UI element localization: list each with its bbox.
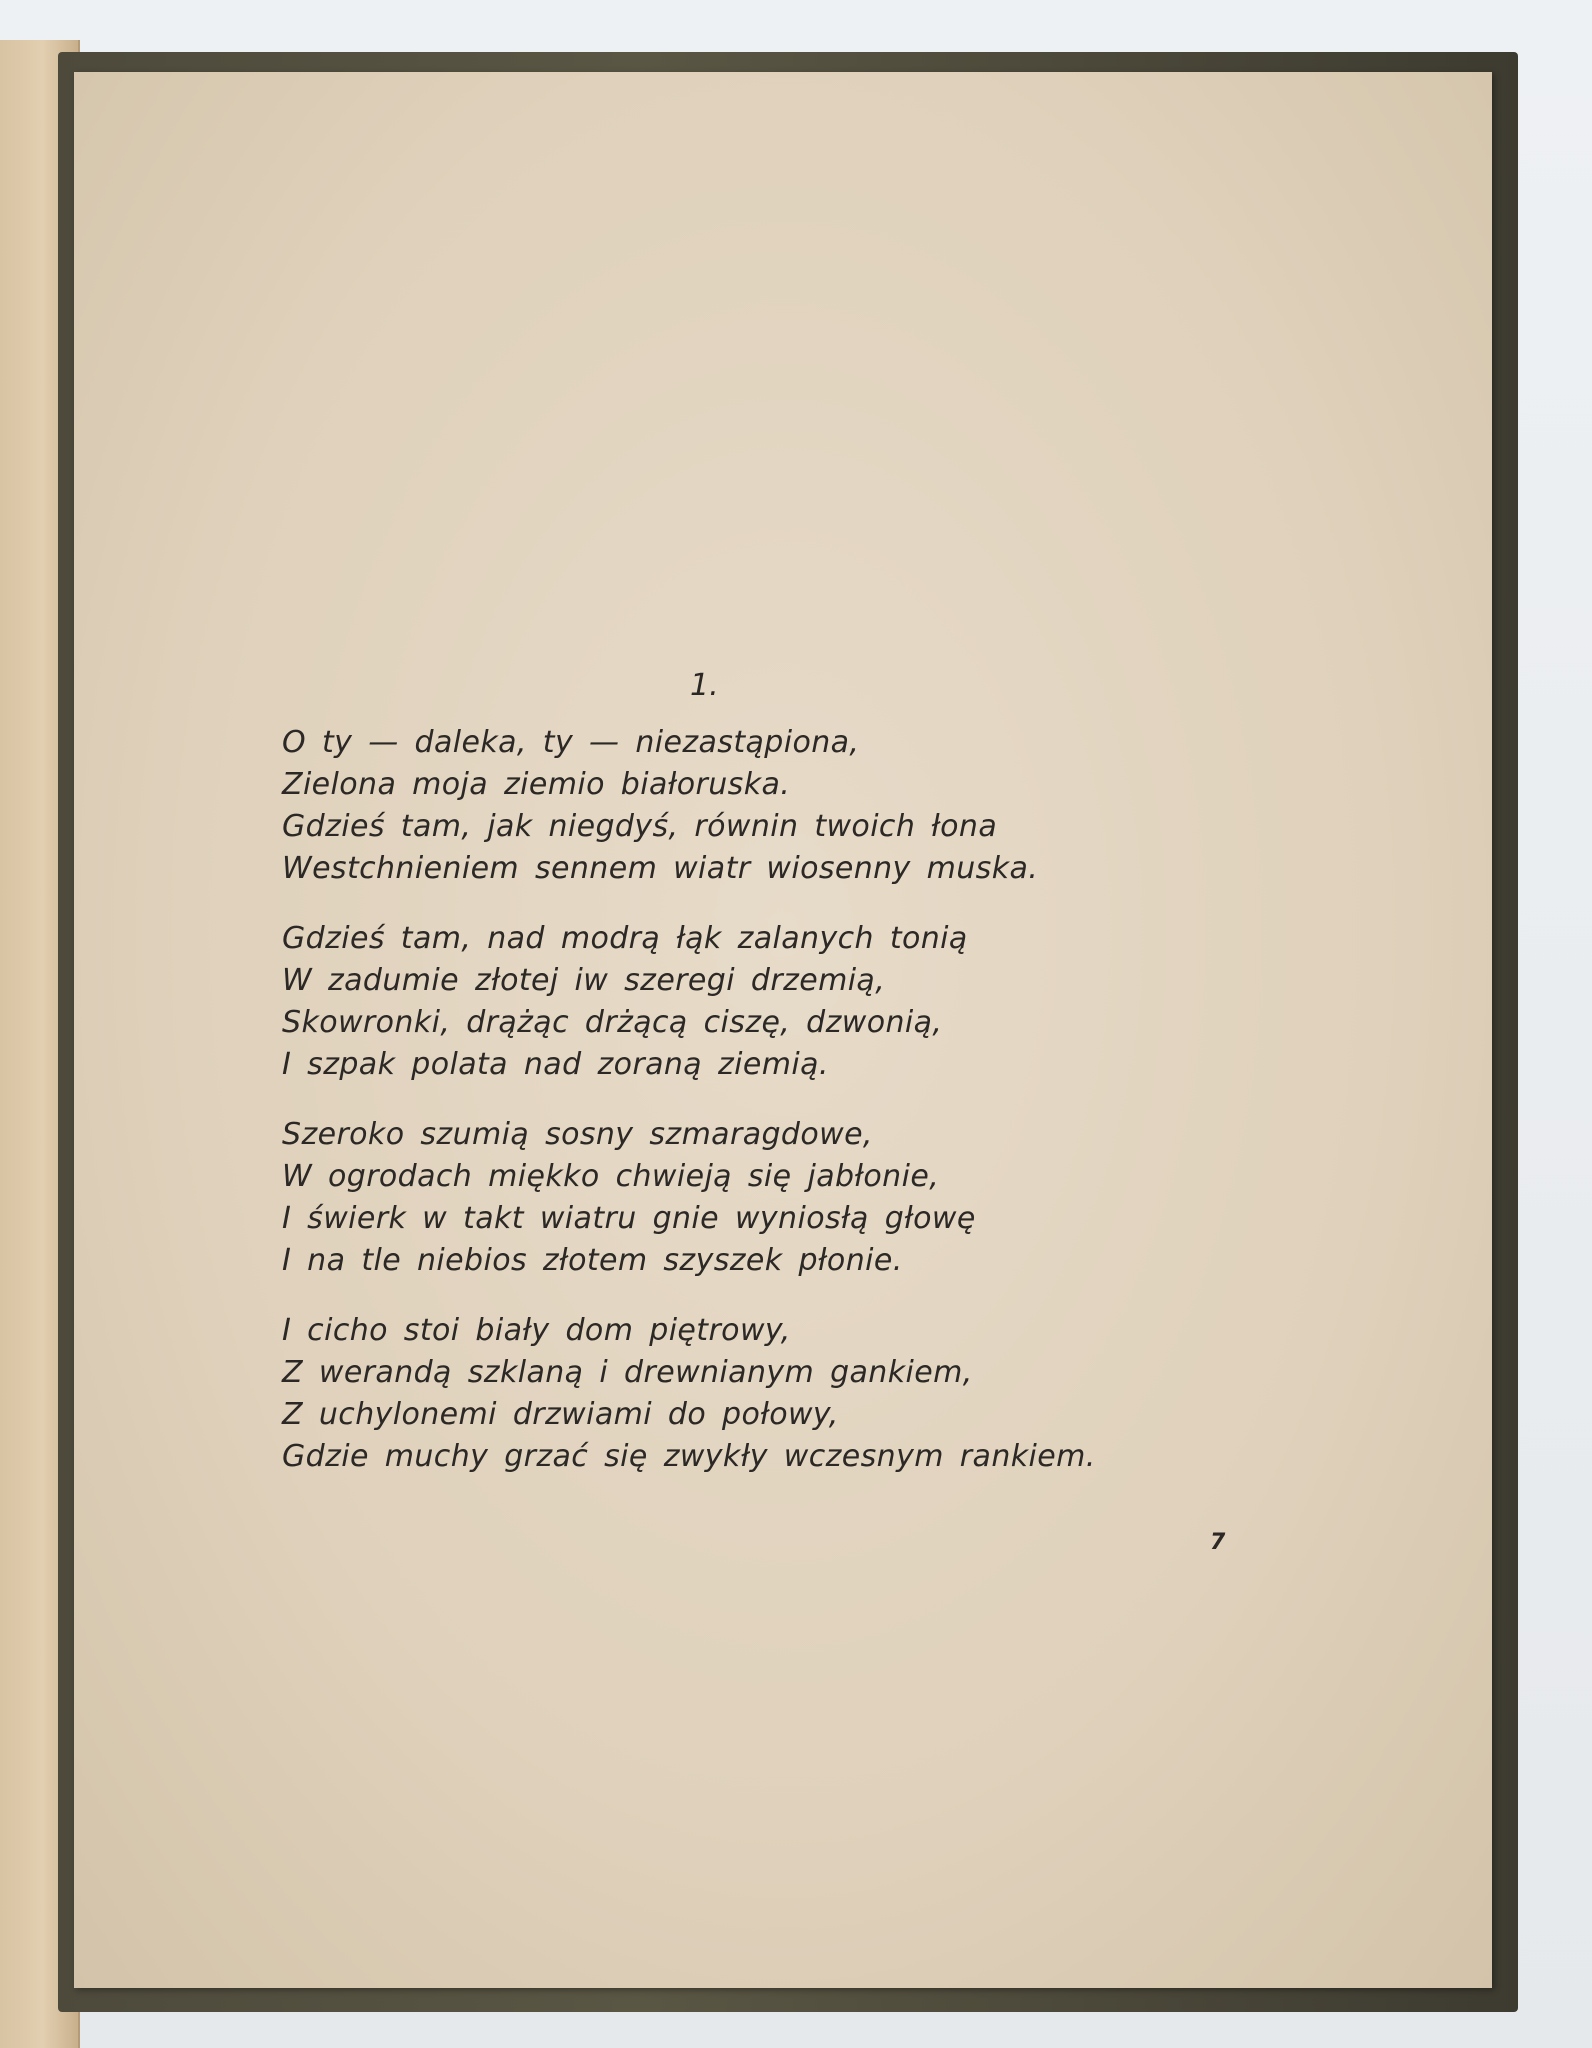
poem-line: I świerk w takt wiatru gnie wyniosłą głowę xyxy=(282,1201,976,1236)
poem-line: I cicho stoi biały dom piętrowy, xyxy=(282,1313,791,1348)
poem-line: Gdzieś tam, nad modrą łąk zalanych tonią xyxy=(282,921,968,956)
poem-line: O ty — daleka, ty — niezastąpiona, xyxy=(282,725,860,760)
stanza-2 xyxy=(282,918,1242,1086)
poem-line: Gdzie muchy grzać się zwykły wczesnym rankiem. xyxy=(282,1439,1096,1474)
poem-line: Z werandą szklaną i drewnianym gankiem, xyxy=(282,1355,973,1390)
poem-line: Z uchylonemi drzwiami do połowy, xyxy=(282,1397,839,1432)
stanza-3 xyxy=(282,1114,1242,1282)
poem-line: I na tle niebios złotem szyszek płonie. xyxy=(282,1243,903,1278)
poem-line: Zielona moja ziemio białoruska. xyxy=(282,767,791,802)
stanza-1 xyxy=(282,722,1242,890)
poem-line: W ogrodach miękko chwieją się jabłonie, xyxy=(282,1159,940,1194)
poem-line: Szeroko szumią sosny szmaragdowe, xyxy=(282,1117,873,1152)
poem-line: Gdzieś tam, jak niegdyś, równin twoich łona xyxy=(282,809,998,844)
poem-line: W zadumie złotej iw szeregi drzemią, xyxy=(282,963,886,998)
page-number: 7 xyxy=(1210,1530,1226,1555)
stanza-4 xyxy=(282,1310,1242,1478)
poem-number: 1. xyxy=(690,668,719,703)
poem-line: Westchnieniem sennem wiatr wiosenny muska. xyxy=(282,851,1039,886)
poem-line: Skowronki, drążąc drżącą ciszę, dzwonią, xyxy=(282,1005,943,1040)
poem-text xyxy=(282,722,1242,1506)
poem-line: I szpak polata nad zoraną ziemią. xyxy=(282,1047,829,1082)
